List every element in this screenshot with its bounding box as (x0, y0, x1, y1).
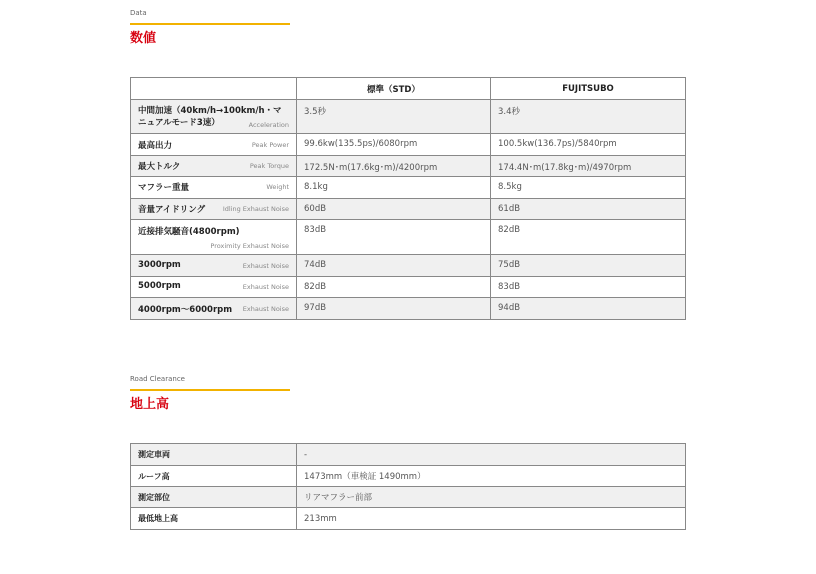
table-row (131, 134, 686, 156)
cell-std: 83dB (297, 220, 491, 255)
cell-std: 97dB (297, 298, 491, 320)
clearance-section (130, 375, 686, 413)
cell-fujitsubo: 3.4秒 (491, 100, 686, 134)
row-sublabel: Exhaust Noise (242, 262, 289, 270)
row-sublabel: Acceleration (248, 121, 289, 129)
row-sublabel: Proximity Exhaust Noise (210, 242, 289, 250)
row-label: 4000rpm〜6000rpm (138, 305, 233, 315)
section-title: 地上高 (130, 397, 170, 412)
section-rule (130, 23, 290, 25)
section-rule (130, 389, 290, 391)
row-label: 最高出力 (138, 141, 173, 151)
table-row (131, 199, 686, 220)
cell-fujitsubo: 100.5kw(136.7ps)/5840rpm (491, 134, 686, 156)
row-sublabel: Peak Torque (249, 162, 289, 170)
cell-fujitsubo: 61dB (491, 199, 686, 220)
table-row (131, 298, 686, 320)
cell-std: 74dB (297, 255, 491, 277)
table-row (131, 487, 686, 508)
row-label: 測定車両 (138, 450, 170, 459)
cell-fujitsubo: 174.4N･m(17.8kg･m)/4970rpm (491, 156, 686, 177)
row-label: 3000rpm (138, 260, 181, 270)
row-label: マフラー重量 (138, 183, 190, 193)
table-row (131, 444, 686, 466)
cell-value: 1473mm（車検証 1490mm） (297, 466, 686, 487)
row-label: 最低地上高 (138, 514, 178, 523)
row-label: 音量アイドリング (138, 205, 206, 215)
cell-fujitsubo: 75dB (491, 255, 686, 277)
row-sublabel: Weight (266, 183, 289, 191)
cell-fujitsubo: 94dB (491, 298, 686, 320)
row-label: 5000rpm (138, 281, 181, 291)
table-row (131, 177, 686, 199)
cell-value: - (297, 444, 686, 466)
row-sublabel: Exhaust Noise (242, 283, 289, 291)
cell-fujitsubo: 83dB (491, 277, 686, 298)
header-empty (131, 78, 297, 100)
clearance-table (130, 443, 686, 530)
table-row (131, 220, 686, 255)
cell-std: 82dB (297, 277, 491, 298)
table-row (131, 100, 686, 134)
row-label: 近接排気騒音(4800rpm) (138, 227, 240, 237)
cell-std: 60dB (297, 199, 491, 220)
cell-value: リアマフラー前部 (297, 487, 686, 508)
cell-std: 99.6kw(135.5ps)/6080rpm (297, 134, 491, 156)
table-row (131, 255, 686, 277)
cell-value: 213mm (297, 508, 686, 530)
row-sublabel: Idling Exhaust Noise (222, 205, 289, 213)
table-row (131, 466, 686, 487)
cell-fujitsubo: 8.5kg (491, 177, 686, 199)
cell-std: 172.5N･m(17.6kg･m)/4200rpm (297, 156, 491, 177)
row-label: 中間加速（40km/h→100km/h・マニュアルモード3速） (138, 106, 282, 128)
cell-std: 3.5秒 (297, 100, 491, 134)
row-sublabel: Peak Power (251, 141, 289, 149)
cell-fujitsubo: 82dB (491, 220, 686, 255)
header-fujitsubo: FUJITSUBO (491, 78, 686, 100)
table-row (131, 156, 686, 177)
spec-table (130, 77, 686, 320)
row-label: 測定部位 (138, 492, 170, 502)
section-label: Road Clearance (130, 375, 185, 383)
row-sublabel: Exhaust Noise (242, 305, 289, 313)
table-row (131, 277, 686, 298)
row-label: ルーフ高 (138, 471, 170, 481)
data-section (130, 9, 686, 47)
cell-std: 8.1kg (297, 177, 491, 199)
row-label: 最大トルク (138, 162, 181, 172)
section-title: 数値 (130, 31, 157, 46)
header-std: 標準（STD） (297, 78, 491, 100)
section-label: Data (130, 9, 147, 17)
table-row (131, 508, 686, 530)
